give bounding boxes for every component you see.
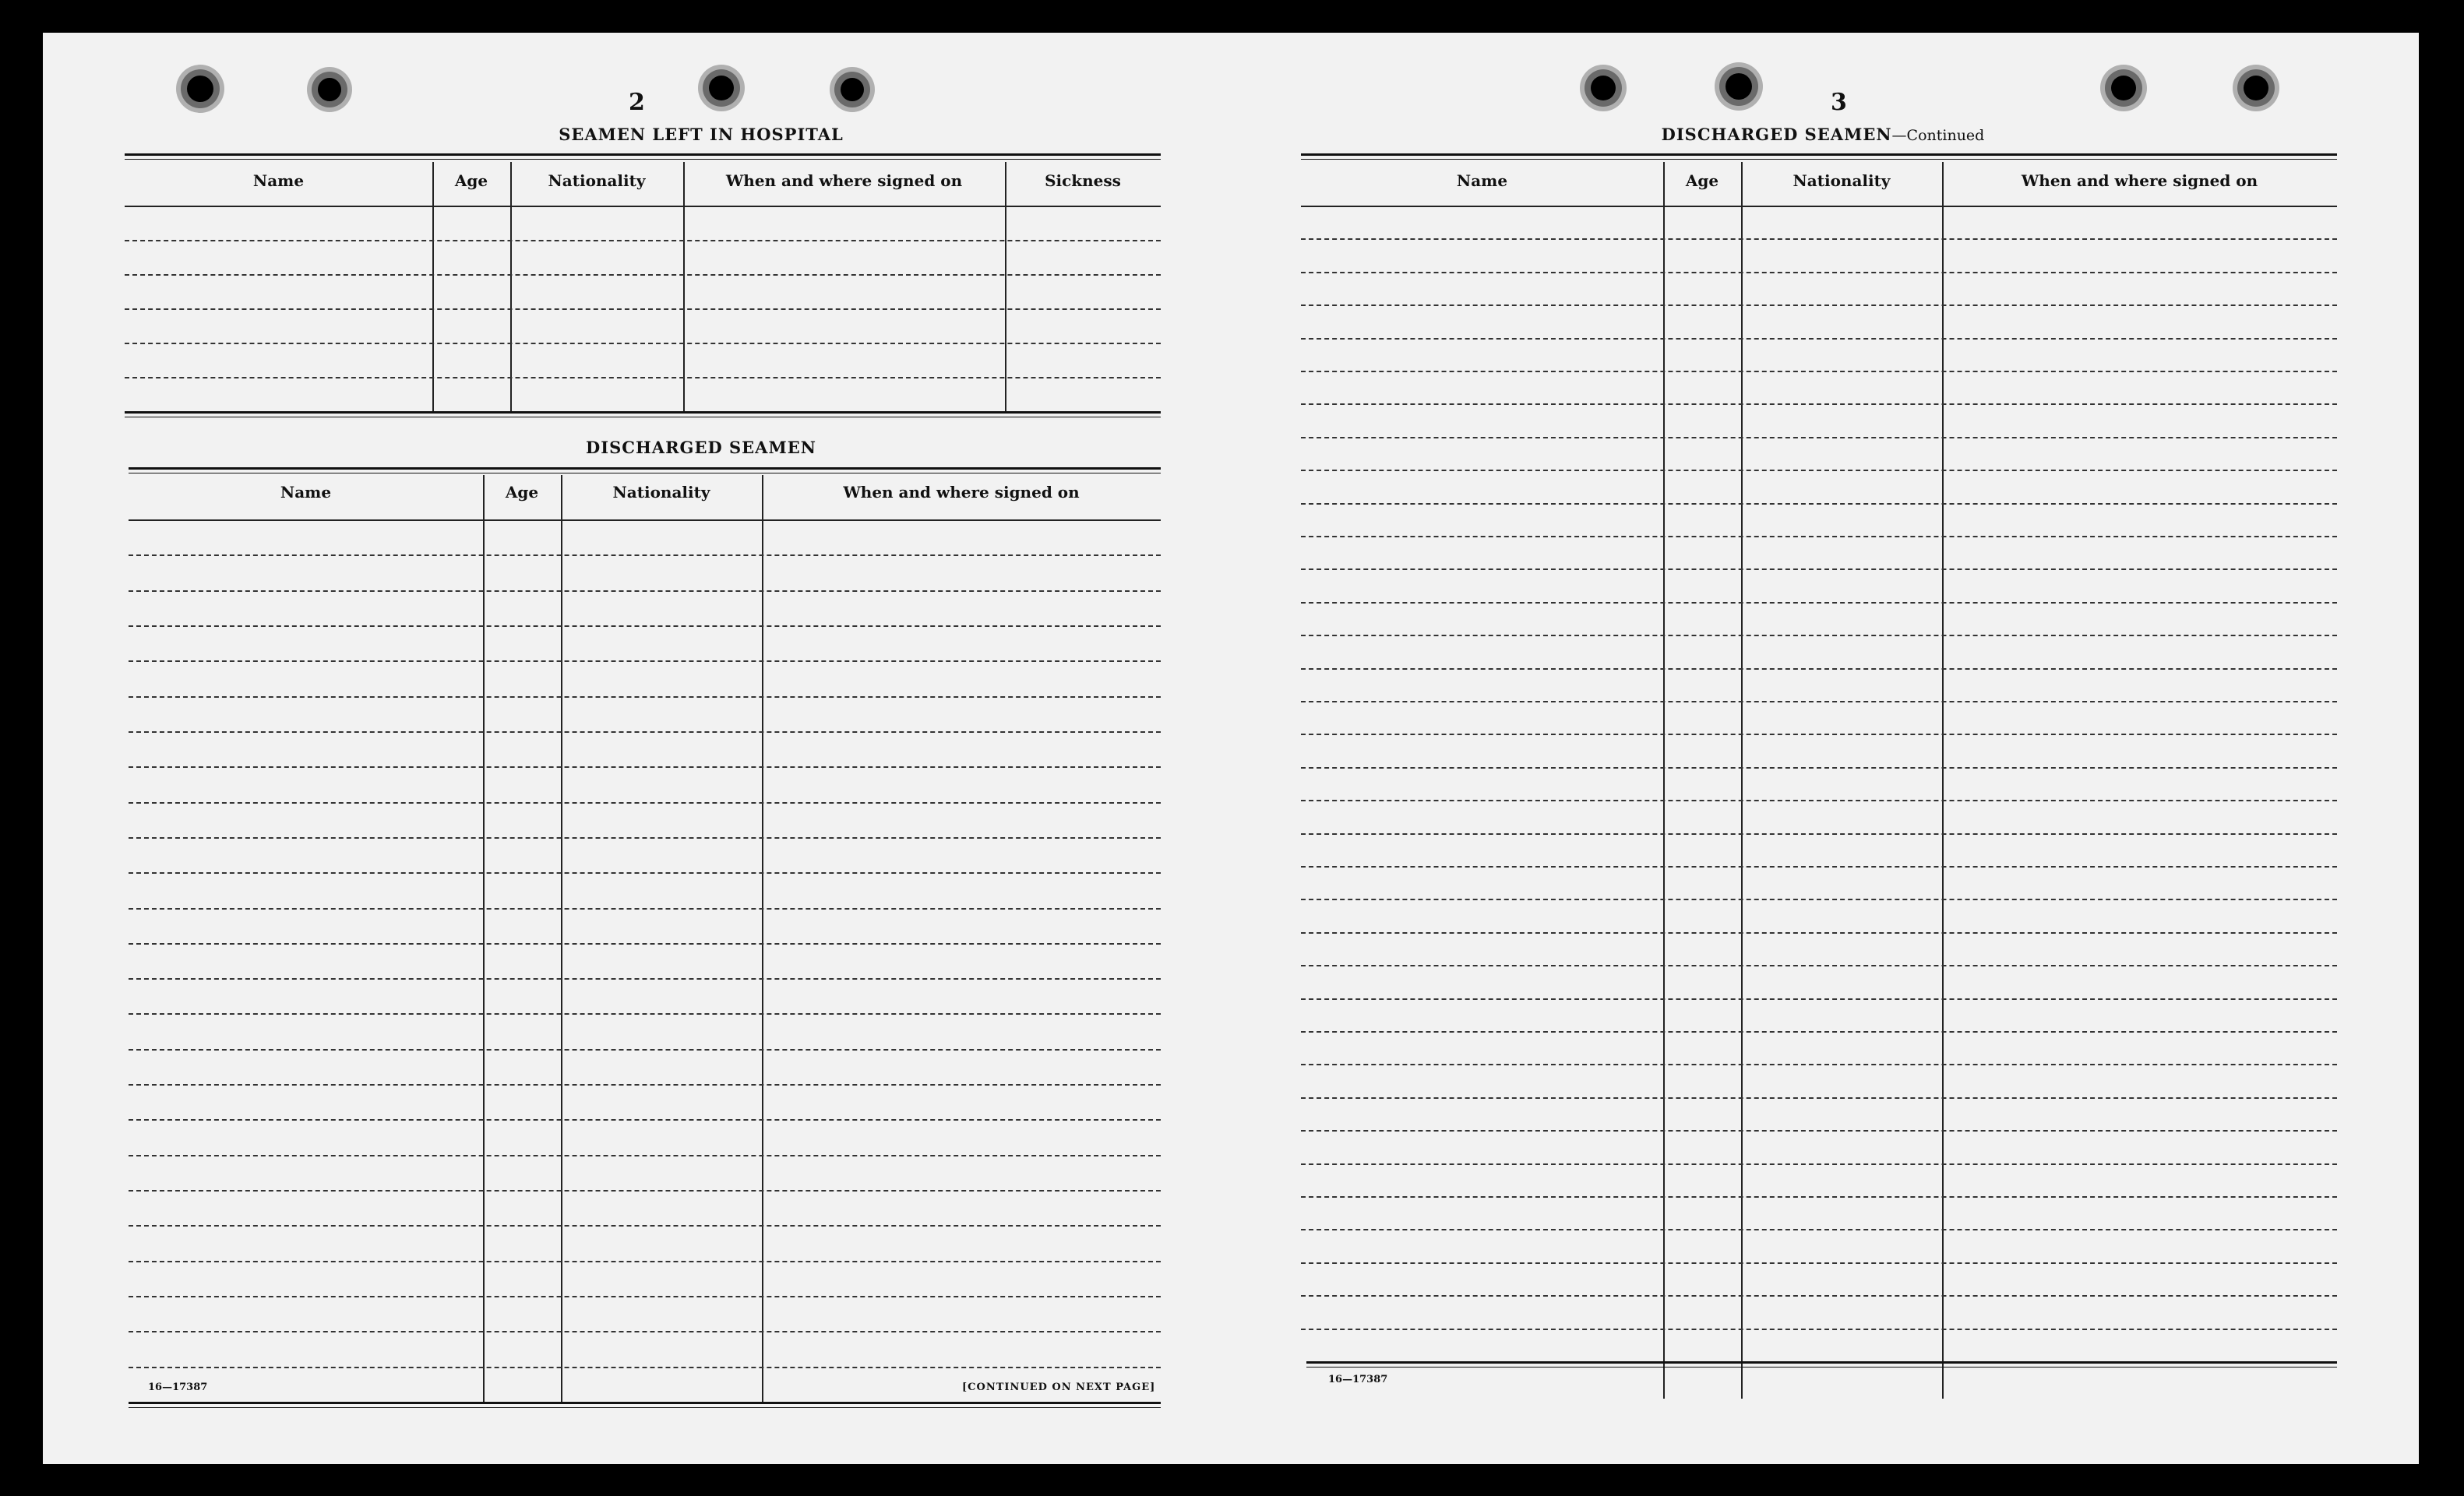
table-row <box>1301 304 2337 306</box>
continued-note: [CONTINUED ON NEXT PAGE] <box>962 1382 1156 1393</box>
punch-hole <box>1591 76 1616 100</box>
table-row <box>1301 470 2337 471</box>
table-row <box>125 377 1161 378</box>
table-row <box>129 1261 1161 1262</box>
table-row <box>1301 503 2337 505</box>
table-row <box>129 554 1161 556</box>
table-row <box>1301 635 2337 636</box>
table-row <box>129 943 1161 945</box>
table-row <box>1301 1196 2337 1198</box>
hospital-col-signed-on: When and where signed on <box>725 171 963 190</box>
table-row <box>129 696 1161 698</box>
table-row <box>1301 965 2337 966</box>
table-row <box>1301 338 2337 340</box>
hospital-table-title: SEAMEN LEFT IN HOSPITAL <box>559 125 844 144</box>
table-row <box>129 837 1161 839</box>
hospital-col-divider <box>1005 162 1006 413</box>
table-row <box>129 802 1161 804</box>
table-row <box>129 1119 1161 1121</box>
right-col-name: Name <box>1456 171 1508 190</box>
table-row <box>1301 998 2337 1000</box>
table-row <box>125 308 1161 310</box>
form-number-left: 16—17387 <box>148 1382 208 1393</box>
table-row <box>129 872 1161 874</box>
table-row <box>1301 1031 2337 1033</box>
discharged-col-divider <box>483 475 485 1403</box>
table-row <box>129 625 1161 627</box>
right-col-age: Age <box>1685 171 1719 190</box>
table-row <box>129 660 1161 662</box>
table-row <box>1301 568 2337 570</box>
right-table-top-rule <box>1301 153 2337 158</box>
page-number-right: 3 <box>1831 89 1847 116</box>
table-row <box>129 1013 1161 1015</box>
discharged-col-age: Age <box>505 483 539 502</box>
discharged-header-rule <box>129 519 1161 521</box>
discharged-continued-title <box>1589 125 2057 144</box>
punch-hole <box>709 76 734 100</box>
discharged-col-name: Name <box>280 483 332 502</box>
right-col-divider <box>1942 162 1944 1399</box>
discharged-col-divider <box>561 475 562 1403</box>
hospital-col-nationality: Nationality <box>548 171 646 190</box>
table-row <box>129 978 1161 980</box>
table-row <box>1301 272 2337 273</box>
table-row <box>129 766 1161 768</box>
hospital-header-rule <box>125 206 1161 207</box>
discharged-col-nationality: Nationality <box>612 483 710 502</box>
discharged-table-bottom-rule <box>129 1402 1161 1406</box>
discharged-col-signed-on: When and where signed on <box>843 483 1080 502</box>
table-row <box>1301 1064 2337 1065</box>
table-row <box>1301 1262 2337 1264</box>
continued-suffix: —Continued <box>1891 127 1985 144</box>
right-col-nationality: Nationality <box>1792 171 1891 190</box>
hospital-table-bottom-rule <box>125 411 1161 416</box>
table-row <box>1301 403 2337 405</box>
hospital-col-divider <box>432 162 434 413</box>
table-row <box>129 1155 1161 1156</box>
hospital-col-name: Name <box>252 171 305 190</box>
discharged-table-top-rule <box>129 467 1161 472</box>
table-row <box>1301 1163 2337 1165</box>
punch-hole <box>2244 76 2268 100</box>
table-row <box>125 240 1161 241</box>
punch-hole <box>187 76 213 102</box>
hospital-col-divider <box>510 162 512 413</box>
punch-hole <box>841 78 864 101</box>
discharged-table-title: DISCHARGED SEAMEN <box>586 438 816 457</box>
table-row <box>1301 238 2337 240</box>
punch-hole <box>1726 73 1752 100</box>
table-row <box>1301 1130 2337 1132</box>
table-row <box>1301 1329 2337 1330</box>
table-row <box>1301 1229 2337 1230</box>
table-row <box>129 1049 1161 1051</box>
hospital-table-top-rule <box>125 153 1161 158</box>
hospital-col-divider <box>683 162 685 413</box>
hospital-col-age: Age <box>454 171 488 190</box>
table-row <box>1301 602 2337 604</box>
table-row <box>129 590 1161 592</box>
table-row <box>129 731 1161 733</box>
right-col-signed-on: When and where signed on <box>2021 171 2258 190</box>
right-col-divider <box>1741 162 1743 1399</box>
table-row <box>125 343 1161 344</box>
table-row <box>125 274 1161 276</box>
table-row <box>1301 371 2337 372</box>
table-row <box>1301 1295 2337 1297</box>
punch-hole <box>2111 76 2136 100</box>
table-row <box>1301 734 2337 735</box>
table-row <box>129 1296 1161 1297</box>
table-row <box>1301 800 2337 801</box>
table-row <box>1301 437 2337 438</box>
table-row <box>1301 701 2337 702</box>
punch-hole <box>318 78 341 101</box>
table-row <box>1301 767 2337 769</box>
discharged-continued-title-text: DISCHARGED SEAMEN <box>1661 125 1892 144</box>
right-table-bottom-rule <box>1306 1361 2337 1366</box>
table-row <box>129 1190 1161 1192</box>
table-row <box>1301 899 2337 900</box>
table-row <box>1301 1097 2337 1099</box>
right-header-rule <box>1301 206 2337 207</box>
table-row <box>129 908 1161 910</box>
document-paper <box>43 33 2419 1464</box>
table-row <box>1301 536 2337 537</box>
table-row <box>1301 668 2337 670</box>
right-col-divider <box>1663 162 1665 1399</box>
table-row <box>1301 833 2337 835</box>
table-row <box>1301 932 2337 934</box>
table-row <box>129 1331 1161 1332</box>
table-row <box>1301 866 2337 868</box>
hospital-col-sickness: Sickness <box>1045 171 1121 190</box>
page-number-left: 2 <box>629 89 645 116</box>
table-row <box>129 1084 1161 1086</box>
discharged-col-divider <box>762 475 763 1403</box>
form-number-right: 16—17387 <box>1328 1374 1388 1385</box>
table-row <box>129 1225 1161 1227</box>
table-row <box>129 1367 1161 1368</box>
